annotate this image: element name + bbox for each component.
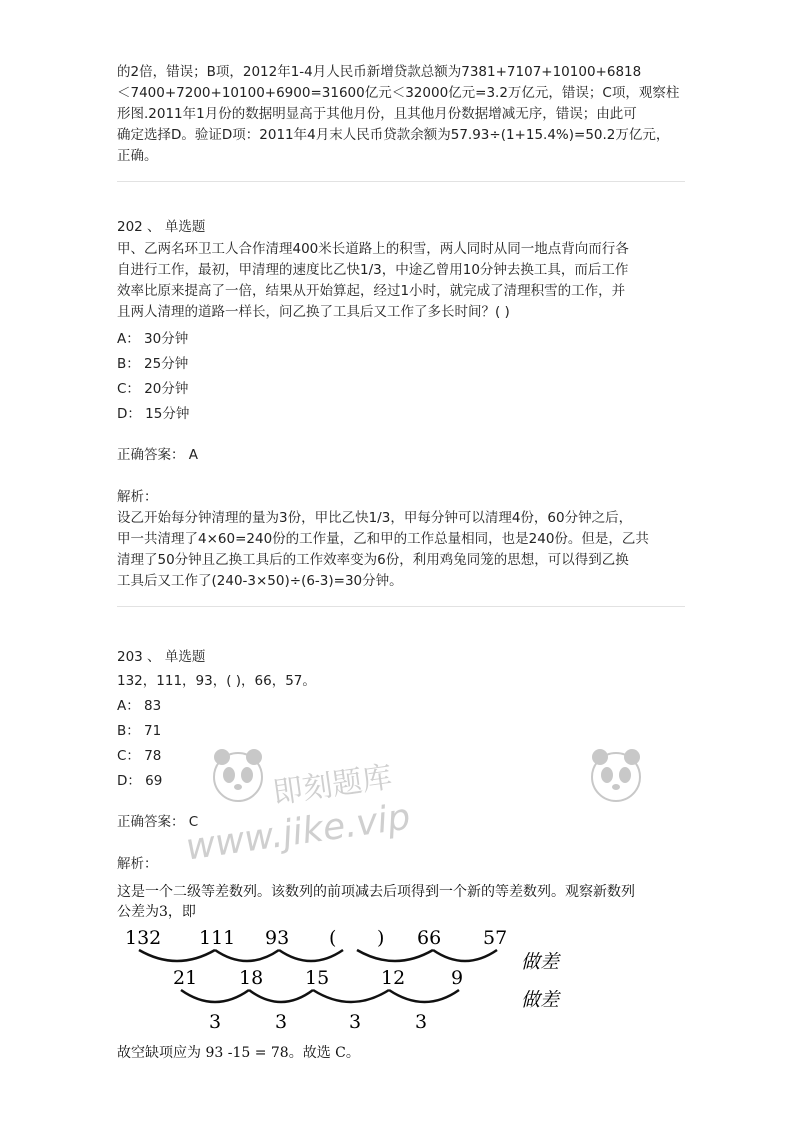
explanation-line: 甲一共清理了4×60=240份的工作量，乙和甲的工作总量相同，也是240份。但是，乙共 — [117, 531, 649, 547]
explanation-label: 解析： — [117, 489, 158, 505]
diff2-item: 3 — [209, 1011, 222, 1033]
scan-intro — [117, 882, 635, 922]
option-d[interactable]: D： 69 — [117, 773, 163, 789]
question-202-header: 202 、 单选题 — [117, 219, 206, 235]
arc-first — [215, 950, 279, 961]
diff1-item: 12 — [381, 967, 406, 989]
seq-item: 66 — [417, 927, 442, 949]
scan-conclusion: 故空缺项应为 93 -15 = 78。故选 C。 — [117, 1045, 360, 1061]
seq-item: 93 — [265, 927, 290, 949]
arc-second — [249, 990, 313, 1002]
difference-diagram — [117, 922, 597, 1040]
stem-line: 且两人清理的道路一样长，问乙换了工具后又工作了多长时间？( ) — [117, 304, 510, 320]
prev-line: 的2倍，错误；B项，2012年1-4月人民币新增贷款总额为7381+7107+10100+6818 — [117, 64, 642, 80]
seq-item: ) — [377, 927, 385, 949]
arc-first — [433, 950, 497, 961]
arc-second — [181, 990, 249, 1002]
arc-second — [313, 990, 389, 1002]
diff1-item: 15 — [305, 967, 330, 989]
arc-second — [389, 990, 459, 1002]
diff-label-1: 做差 — [521, 951, 560, 973]
diff1-item: 21 — [173, 967, 198, 989]
arc-first — [279, 950, 343, 961]
divider — [117, 606, 685, 607]
stem-line: 自进行工作，最初，甲清理的速度比乙快1/3，中途乙曾用10分钟去换工具，而后工作 — [117, 262, 629, 278]
explanation-label: 解析： — [117, 856, 158, 872]
option-a[interactable]: A： 30分钟 — [117, 331, 189, 347]
panda-watermark-icon — [586, 745, 646, 809]
explanation-line: 设乙开始每分钟清理的量为3份，甲比乙快1/3，甲每分钟可以清理4份，60分钟之后， — [117, 510, 633, 526]
diff1-item: 9 — [451, 967, 464, 989]
watermark-url: www.jike.vip — [183, 796, 413, 869]
watermark-cn: 即刻题库 — [270, 759, 395, 812]
diff2-item: 3 — [275, 1011, 288, 1033]
diff1-item: 18 — [239, 967, 264, 989]
question-202-explanation — [117, 508, 687, 592]
arc-first — [357, 950, 433, 961]
prev-explanation-tail — [117, 62, 687, 167]
seq-item: 57 — [483, 927, 508, 949]
question-203-header: 203 、 单选题 — [117, 649, 206, 665]
explanation-line: 工具后又工作了(240-3×50)÷(6-3)=30分钟。 — [117, 573, 403, 589]
option-c[interactable]: C： 78 — [117, 748, 162, 764]
correct-answer: 正确答案： C — [117, 814, 199, 830]
divider — [117, 181, 685, 182]
correct-answer: 正确答案： A — [117, 447, 199, 463]
seq-item: ( — [329, 927, 337, 949]
stem-line: 效率比原来提高了一倍，结果从开始算起，经过1小时，就完成了清理积雪的工作，并 — [117, 283, 626, 299]
option-b[interactable]: B： 71 — [117, 723, 162, 739]
arc-first — [139, 950, 215, 961]
option-d[interactable]: D： 15分钟 — [117, 406, 190, 422]
prev-line: 确定选择D。验证D项：2011年4月末人民币贷款余额为57.93÷(1+15.4%)=50.2万亿元， — [117, 127, 670, 143]
prev-line: ＜7400+7200+10100+6900=31600亿元＜32000亿元=3.2万亿元，错误；C项，观察柱 — [117, 85, 680, 101]
seq-item: 132 — [125, 927, 162, 949]
seq-item: 111 — [199, 927, 236, 949]
prev-line: 正确。 — [117, 148, 158, 164]
diff-label-2: 做差 — [521, 989, 560, 1011]
option-a[interactable]: A： 83 — [117, 698, 162, 714]
panda-watermark-icon — [208, 745, 268, 809]
option-b[interactable]: B： 25分钟 — [117, 356, 189, 372]
option-c[interactable]: C： 20分钟 — [117, 381, 189, 397]
explanation-line: 清理了50分钟且乙换工具后的工作效率变为6份，利用鸡兔同笼的思想，可以得到乙换 — [117, 552, 629, 568]
prev-line: 形图.2011年1月份的数据明显高于其他月份，且其他月份数据增减无序，错误；由此可 — [117, 106, 637, 122]
scan-line: 公差为3，即 — [117, 904, 196, 920]
question-203-stem: 132，111，93，( )，66，57。 — [117, 673, 316, 689]
stem-line: 甲、乙两名环卫工人合作清理400米长道路上的积雪，两人同时从同一地点背向而行各 — [117, 241, 629, 257]
scan-line: 这是一个二级等差数列。该数列的前项减去后项得到一个新的等差数列。观察新数列 — [117, 884, 635, 900]
question-202-stem — [117, 239, 687, 323]
diff2-item: 3 — [349, 1011, 362, 1033]
diff2-item: 3 — [415, 1011, 428, 1033]
